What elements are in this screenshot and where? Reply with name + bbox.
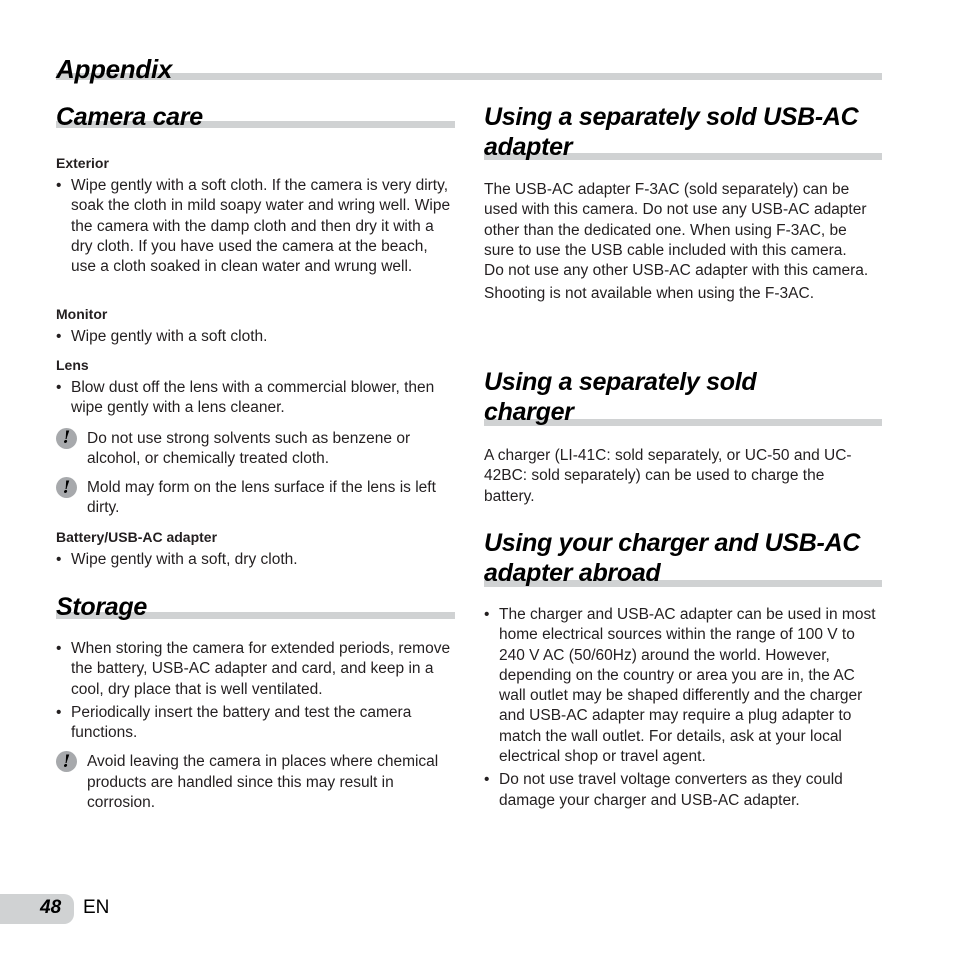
- usb-ac-paragraph-1: The USB-AC adapter F-3AC (sold separately) can be used with this camera. Do not use any USB-AC adapter other than the dedicated one. When using F-3AC, be sure to use the USB cable included with this camera.: [484, 181, 867, 259]
- monitor-heading: Monitor: [56, 306, 108, 322]
- abroad-bullet-2: • Do not use travel voltage converters as they could damage your charger and USB-AC adapter.: [484, 770, 882, 811]
- monitor-bullet: • Wipe gently with a soft cloth.: [56, 327, 454, 347]
- usb-ac-paragraph-3: Shooting is not available when using the F-3AC.: [484, 285, 815, 303]
- usb-ac-title: Using a separately sold USB-AC adapter: [484, 103, 859, 161]
- lens-caution-1-text: Do not use strong solvents such as benzene or alcohol, or chemically treated cloth.: [87, 429, 411, 467]
- lens-caution-2: [56, 478, 454, 519]
- lens-caution-1: [56, 429, 454, 470]
- camera-care-battery: [56, 528, 454, 570]
- storage-body: [56, 639, 456, 813]
- camera-care-lens: [56, 356, 454, 519]
- abroad-title: Using your charger and USB-AC adapter abroad: [484, 529, 861, 587]
- lens-heading: Lens: [56, 357, 89, 373]
- battery-heading: Battery/USB-AC adapter: [56, 529, 218, 545]
- charger-paragraph: A charger (LI-41C: sold separately, or UC-50 and UC-42BC: sold separately) can be used to charge the battery.: [484, 447, 852, 505]
- charger-body: [484, 446, 874, 507]
- usb-ac-paragraph-2: Do not use any other USB-AC adapter with this camera.: [484, 262, 869, 280]
- camera-care-monitor: [56, 305, 454, 347]
- abroad-body: [484, 605, 882, 811]
- storage-bullet-1: • When storing the camera for extended periods, remove the battery, USB-AC adapter and card, and keep in a cool, dry place that is well ventilated.: [56, 639, 456, 700]
- page-number: 48: [40, 897, 62, 918]
- camera-care-exterior: [56, 154, 454, 277]
- exterior-bullet: • Wipe gently with a soft cloth. If the camera is very dirty, soak the cloth in mild soapy water and wring well. Wipe the camera with the damp cloth and then dry it with a dry cloth. If you have used the camera at the beach, use a cloth soaked in clean water and wrung well.: [56, 176, 454, 277]
- abroad-bullet-1: • The charger and USB-AC adapter can be used in most home electrical sources within the range of 100 V to 240 V AC (50/60Hz) around the world. However, depending on the country or area you are in, the AC wall outlet may be shaped differently and the charger and USB-AC adapter may require a plug adapter to match the wall outlet. For details, ask at your local electrical shop or travel agent.: [484, 605, 882, 767]
- exterior-heading: Exterior: [56, 155, 109, 171]
- lens-bullet: • Blow dust off the lens with a commercial blower, then wipe gently with a lens cleaner.: [56, 378, 454, 419]
- lens-caution-2-text: Mold may form on the lens surface if the lens is left dirty.: [87, 479, 436, 517]
- storage-title: Storage: [56, 593, 147, 621]
- page-number-tab: [0, 894, 74, 924]
- appendix-title-bar: [56, 73, 882, 80]
- caution-icon: !: [56, 428, 77, 449]
- camera-care-title: Camera care: [56, 103, 203, 131]
- battery-bullet: • Wipe gently with a soft, dry cloth.: [56, 550, 454, 570]
- storage-caution: [56, 752, 456, 813]
- usb-ac-body: [484, 180, 874, 305]
- language-label: EN: [83, 897, 110, 918]
- storage-bullet-2: • Periodically insert the battery and test the camera functions.: [56, 703, 456, 744]
- storage-caution-text: Avoid leaving the camera in places where chemical products are handled since this may result in corrosion.: [87, 753, 439, 812]
- caution-icon: !: [56, 477, 77, 498]
- charger-title: Using a separately sold charger: [484, 368, 757, 426]
- section-title: Appendix: [56, 54, 173, 84]
- caution-icon: !: [56, 751, 77, 772]
